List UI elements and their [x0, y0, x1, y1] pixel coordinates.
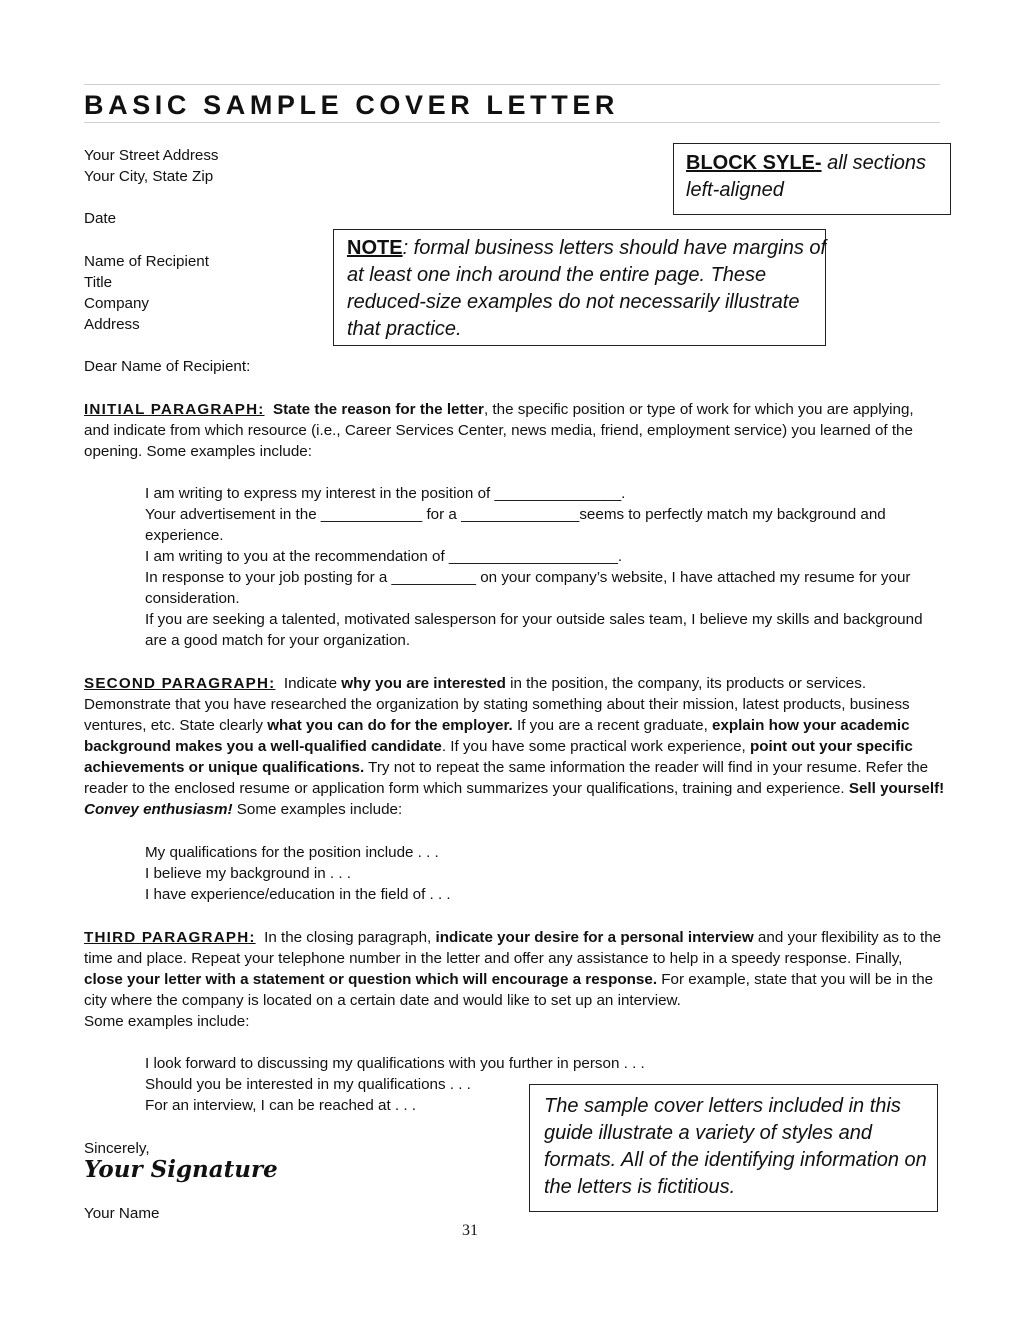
- second-text: in the position, the company, its products or services.: [505, 675, 867, 692]
- list-item: I believe my background in . . .: [145, 865, 351, 882]
- list-item: Your advertisement in the ____________ for a ______________seems to perfectly match my background and: [145, 506, 886, 523]
- list-item: For an interview, I can be reached at . . .: [145, 1097, 416, 1114]
- sender-name: Your Name: [84, 1205, 160, 1222]
- page-number: 31: [462, 1222, 478, 1239]
- second-bold: why you are interested: [341, 675, 506, 692]
- second-bold: point out your specific: [749, 738, 913, 755]
- block-style-label: BLOCK SYLE-: [686, 152, 822, 174]
- fictitious-line-1: The sample cover letters included in this: [544, 1095, 901, 1117]
- list-item: I look forward to discussing my qualifications with you further in person . . .: [145, 1055, 645, 1072]
- second-line-2: Demonstrate that you have researched the organization by stating something about their mission, latest products, business: [84, 696, 910, 713]
- third-paragraph: [84, 927, 944, 1032]
- list-item: Should you be interested in my qualifications . . .: [145, 1076, 471, 1093]
- closing: Sincerely,: [84, 1140, 150, 1157]
- margin-note: [333, 229, 826, 346]
- second-bold: achievements or unique qualifications.: [84, 759, 365, 776]
- second-text: Indicate: [283, 675, 342, 692]
- list-item: If you are seeking a talented, motivated salesperson for your outside sales team, I believe my skills and background: [145, 611, 923, 628]
- initial-paragraph-heading: INITIAL PARAGRAPH:: [84, 401, 265, 418]
- third-line-4: city where the company is located on a certain date and would like to set up an interview.: [84, 992, 681, 1009]
- initial-bold: State the reason for the letter: [272, 401, 484, 418]
- block-style-text-1: all sections: [821, 152, 927, 174]
- third-line-2: time and place. Repeat your telephone number in the letter and offer any assistance to help in a speedy response. Finally,: [84, 950, 903, 967]
- signature: Your Signature: [84, 1156, 278, 1183]
- second-paragraph-heading: SECOND PARAGRAPH:: [84, 675, 276, 692]
- initial-paragraph: [84, 399, 944, 462]
- initial-line-3: opening. Some examples include:: [84, 443, 312, 460]
- second-bold: what you can do for the employer.: [267, 717, 513, 734]
- block-style-note: [673, 143, 951, 215]
- second-bold: explain how your academic: [712, 717, 910, 734]
- third-line-5: Some examples include:: [84, 1013, 250, 1030]
- fictitious-line-3: formats. All of the identifying information on: [544, 1149, 927, 1171]
- second-text: Try not to repeat the same information the reader will find in your resume. Refer the: [364, 759, 929, 776]
- second-text: ventures, etc. State clearly: [84, 717, 268, 734]
- third-paragraph-heading: THIRD PARAGRAPH:: [84, 929, 256, 946]
- note-line-4: that practice.: [347, 318, 462, 340]
- sender-address: [84, 145, 219, 187]
- title-rule: [84, 122, 940, 123]
- second-bold: background makes you a well-qualified candidate: [84, 738, 442, 755]
- initial-line-1: , the specific position or type of work for which you are applying,: [483, 401, 914, 418]
- list-item: My qualifications for the position include . . .: [145, 844, 439, 861]
- note-label: NOTE: [347, 237, 403, 259]
- second-bold-italic: Convey enthusiasm!: [84, 801, 233, 818]
- third-text: In the closing paragraph,: [264, 929, 436, 946]
- list-item: consideration.: [145, 590, 240, 607]
- second-text: reader to the enclosed resume or application form which summarizes your qualifications, training and experience.: [84, 780, 849, 797]
- second-text: . If you have some practical work experience,: [441, 738, 750, 755]
- sender-city: Your City, State Zip: [84, 168, 214, 185]
- list-item: I have experience/education in the field of . . .: [145, 886, 451, 903]
- note-line-1: : formal business letters should have margins of: [402, 237, 827, 259]
- block-style-text-2: left-aligned: [686, 179, 784, 201]
- second-text: If you are a recent graduate,: [512, 717, 713, 734]
- third-bold: close your letter with a statement or question which will encourage a response.: [84, 971, 658, 988]
- third-text: For example, state that you will be in the: [657, 971, 934, 988]
- list-item: are a good match for your organization.: [145, 632, 411, 649]
- recipient-block: [84, 251, 209, 335]
- initial-examples: [145, 483, 935, 651]
- fictitious-line-4: the letters is fictitious.: [544, 1176, 736, 1198]
- page-title: BASIC SAMPLE COVER LETTER: [84, 90, 620, 120]
- third-text: and your flexibility as to the: [753, 929, 942, 946]
- second-text: Some examples include:: [232, 801, 403, 818]
- list-item: I am writing to you at the recommendation of ____________________.: [145, 548, 623, 565]
- second-examples: [145, 842, 935, 905]
- note-line-3: reduced-size examples do not necessarily illustrate: [347, 291, 800, 313]
- recipient-address: Address: [84, 316, 140, 333]
- recipient-name: Name of Recipient: [84, 253, 209, 270]
- fictitious-note: [529, 1084, 938, 1212]
- list-item: I am writing to express my interest in the position of _______________.: [145, 485, 626, 502]
- date-line: Date: [84, 210, 117, 227]
- recipient-company: Company: [84, 295, 149, 312]
- list-item: In response to your job posting for a __________ on your company’s website, I have attached my resume for your: [145, 569, 911, 586]
- third-bold: indicate your desire for a personal interview: [435, 929, 754, 946]
- salutation: Dear Name of Recipient:: [84, 358, 251, 375]
- second-bold: Sell yourself!: [848, 780, 945, 797]
- sender-street: Your Street Address: [84, 147, 219, 164]
- initial-line-2: and indicate from which resource (i.e., Career Services Center, news media, friend, employment service) you learned of the: [84, 422, 913, 439]
- fictitious-line-2: guide illustrate a variety of styles and: [544, 1122, 872, 1144]
- recipient-title: Title: [84, 274, 113, 291]
- top-rule: [84, 84, 940, 85]
- note-line-2: at least one inch around the entire page. These: [347, 264, 767, 286]
- second-paragraph: [84, 673, 944, 820]
- list-item: experience.: [145, 527, 224, 544]
